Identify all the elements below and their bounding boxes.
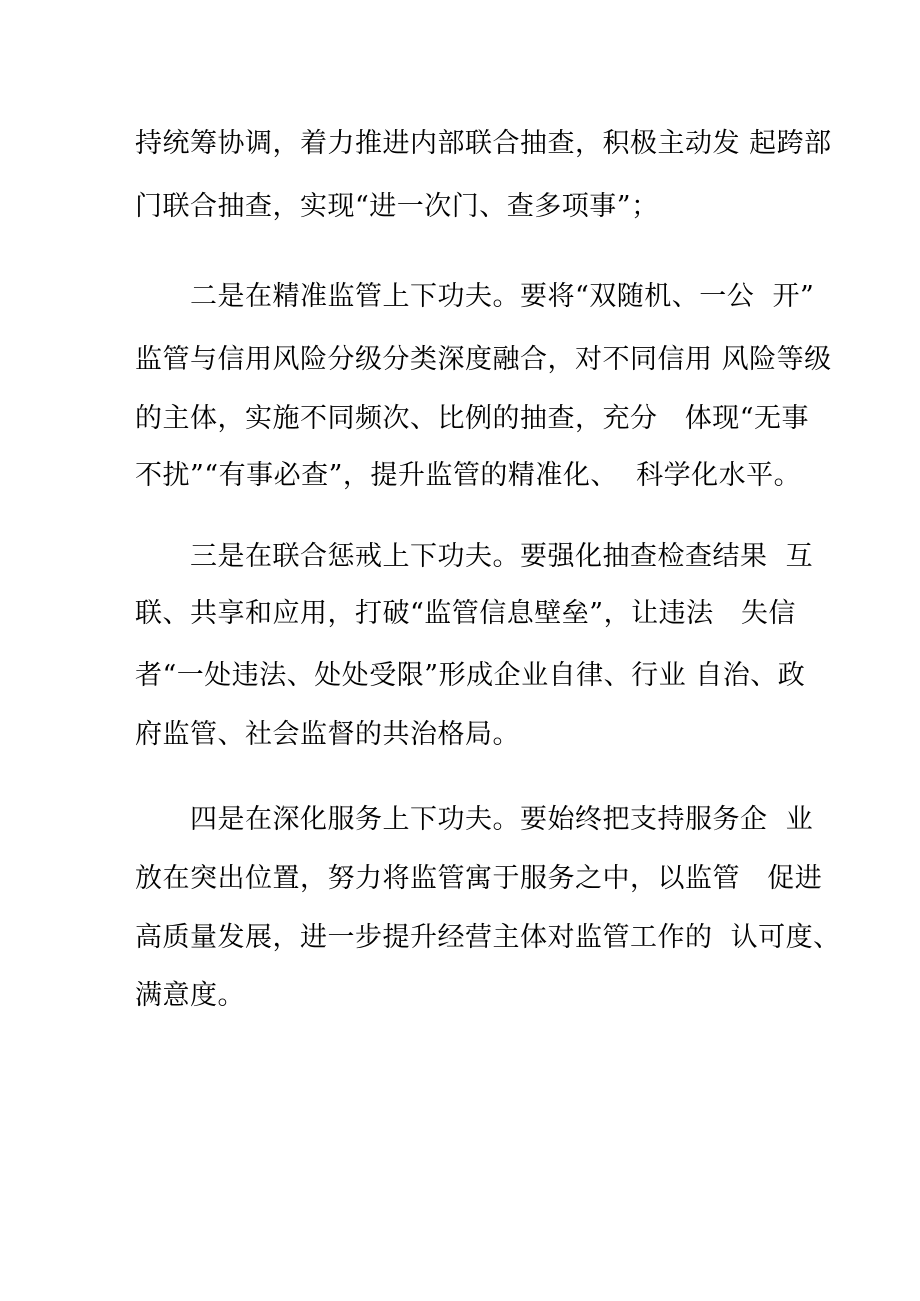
paragraph-4-line-2: 放在突出位置，努力将监管寓于服务之中，以监管 促进: [135, 863, 823, 894]
paragraph-3-line-1: 三是在联合惩戒上下功夫。要强化抽查检查结果 互: [190, 541, 814, 572]
paragraph-4-line-1: 四是在深化服务上下功夫。要始终把支持服务企 业: [190, 804, 814, 835]
paragraph-3-line-2: 联、共享和应用，打破“监管信息壁垒”，让违法 失信: [135, 598, 796, 629]
paragraph-2-line-3: 的主体，实施不同频次、比例的抽查，充分 体现“无事: [135, 403, 810, 434]
paragraph-3-line-3: 者“一处违法、处处受限”形成企业自律、行业 自治、政: [135, 660, 806, 691]
paragraph-1-line-2: 门联合抽查，实现“进一次门、查多项事”；: [135, 191, 659, 222]
paragraph-4-line-4: 满意度。: [135, 980, 245, 1011]
paragraph-4-line-3: 高质量发展，进一步提升经营主体对监管工作的 认可度、: [135, 922, 841, 953]
paragraph-2-line-2: 监管与信用风险分级分类深度融合，对不同信用 风险等级: [135, 344, 832, 375]
paragraph-3-line-4: 府监管、社会监督的共治格局。: [135, 719, 520, 750]
paragraph-2-line-4: 不扰”“有事必查”，提升监管的精准化、 科学化水平。: [135, 460, 802, 491]
paragraph-1-line-1: 持统筹协调，着力推进内部联合抽查，积极主动发 起跨部: [135, 128, 832, 159]
paragraph-2-line-1: 二是在精准监管上下功夫。要将“双随机、一公 开”: [190, 281, 815, 312]
